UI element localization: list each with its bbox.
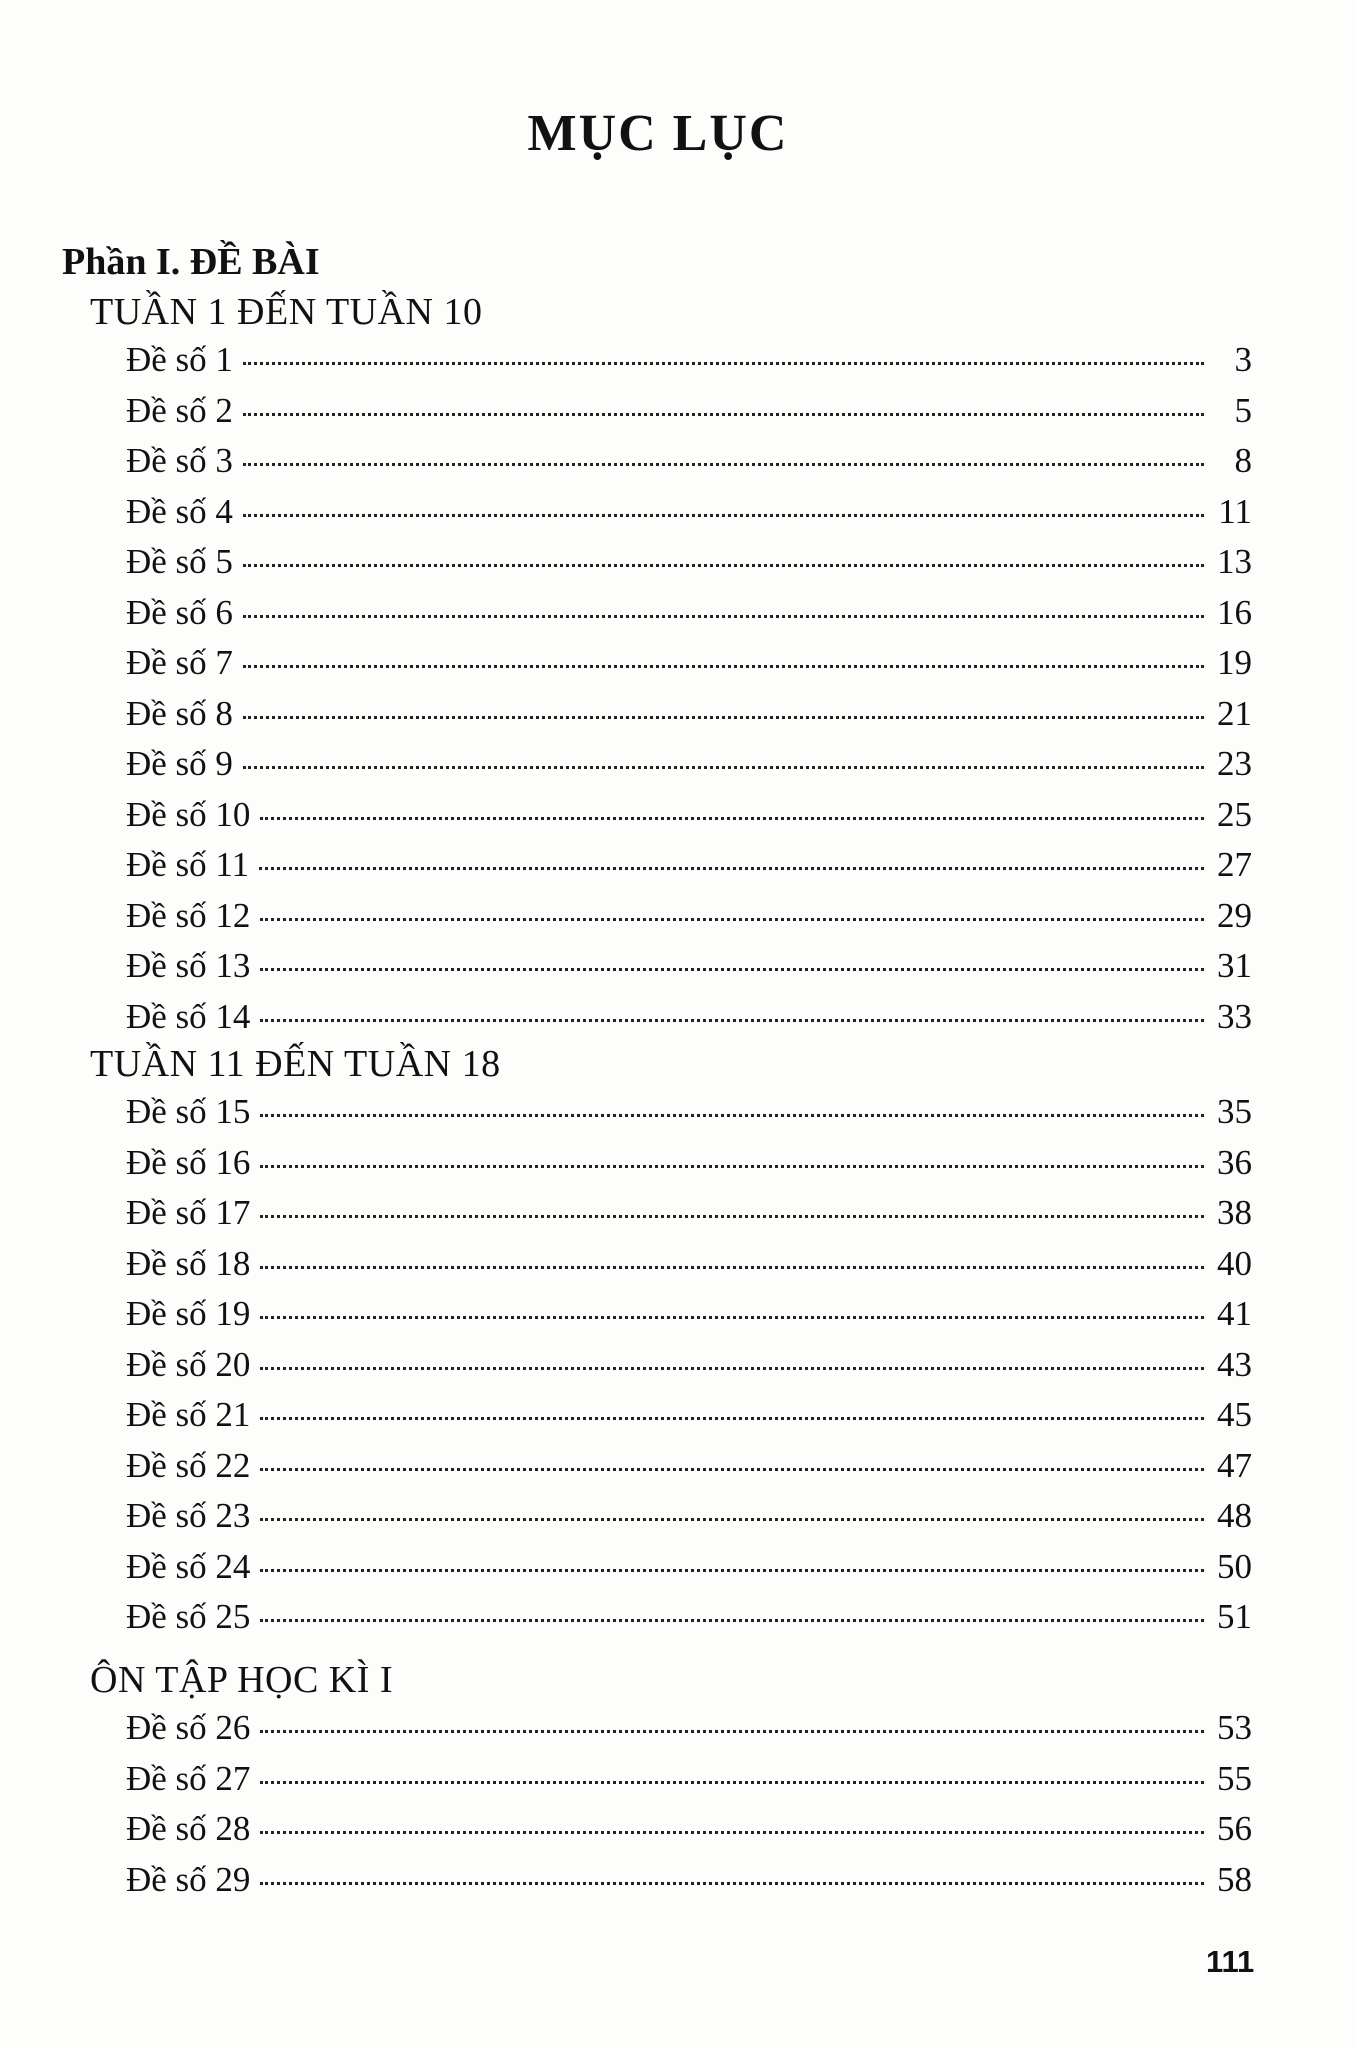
toc-entry[interactable] <box>126 1193 1252 1241</box>
section-heading: TUẦN 11 ĐẾN TUẦN 18 <box>90 1043 501 1085</box>
toc-entry[interactable] <box>126 896 1252 944</box>
dot-leader <box>243 614 1204 618</box>
dot-leader <box>243 513 1204 517</box>
toc-entry-label: Đề số 15 <box>126 1092 251 1131</box>
toc-entry-page: 5 <box>1234 390 1252 430</box>
dot-leader <box>243 462 1204 466</box>
toc-entry-page: 35 <box>1217 1092 1252 1131</box>
toc-entry-label: Đề số 11 <box>126 845 250 884</box>
dot-leader <box>260 1416 1204 1420</box>
toc-entry-label: Đề số 6 <box>126 592 233 632</box>
toc-entry[interactable] <box>126 744 1252 792</box>
toc-entry[interactable] <box>126 1860 1252 1908</box>
toc-entry[interactable] <box>126 1496 1252 1544</box>
toc-entry[interactable] <box>126 1809 1252 1857</box>
toc-entry-page: 55 <box>1217 1758 1252 1798</box>
toc-entry-label: Đề số 23 <box>126 1496 251 1535</box>
toc-entry-page: 33 <box>1217 996 1252 1036</box>
toc-entry-page: 27 <box>1217 845 1252 884</box>
toc-entry-label: Đề số 18 <box>126 1243 251 1283</box>
toc-entry-page: 41 <box>1217 1294 1252 1333</box>
toc-entry[interactable] <box>126 1345 1252 1393</box>
dot-leader <box>260 1164 1204 1168</box>
section-heading: ÔN TẬP HỌC KÌ I <box>90 1659 394 1701</box>
toc-entry[interactable] <box>126 1547 1252 1595</box>
toc-entry-label: Đề số 5 <box>126 542 233 581</box>
toc-entry-page: 11 <box>1218 491 1252 531</box>
dot-leader <box>243 361 1204 365</box>
dot-leader <box>243 563 1204 567</box>
toc-entry-label: Đề số 1 <box>126 340 233 379</box>
toc-entry-page: 53 <box>1217 1708 1252 1747</box>
toc-entry[interactable] <box>126 340 1252 388</box>
dot-leader <box>260 967 1204 971</box>
toc-entry-label: Đề số 17 <box>126 1193 251 1232</box>
toc-entry-label: Đề số 28 <box>126 1809 251 1848</box>
toc-entry-page: 21 <box>1217 693 1252 733</box>
toc-entry-page: 43 <box>1217 1344 1252 1384</box>
dot-leader <box>260 1315 1204 1319</box>
dot-leader <box>260 1113 1204 1117</box>
toc-entry-page: 8 <box>1234 441 1252 480</box>
toc-entry-page: 3 <box>1234 340 1252 379</box>
toc-entry[interactable] <box>126 1597 1252 1645</box>
toc-entry[interactable] <box>126 997 1252 1045</box>
part-heading: Phần I. ĐỀ BÀI <box>62 241 320 283</box>
toc-entry-page: 19 <box>1217 643 1252 682</box>
toc-entry[interactable] <box>126 1244 1252 1292</box>
toc-entry-label: Đề số 27 <box>126 1758 251 1798</box>
dot-leader <box>260 1265 1204 1269</box>
toc-entry[interactable] <box>126 845 1252 893</box>
toc-entry-label: Đề số 26 <box>126 1708 251 1747</box>
toc-entry-label: Đề số 4 <box>126 491 233 531</box>
dot-leader <box>260 1366 1204 1370</box>
toc-entry-label: Đề số 2 <box>126 390 233 430</box>
toc-entry[interactable] <box>126 492 1252 540</box>
toc-entry-page: 45 <box>1217 1395 1252 1434</box>
toc-entry-page: 50 <box>1217 1546 1252 1586</box>
toc-entry-label: Đề số 20 <box>126 1344 251 1384</box>
toc-entry-page: 48 <box>1217 1496 1252 1535</box>
dot-leader <box>260 816 1204 820</box>
toc-entry-label: Đề số 7 <box>126 643 233 682</box>
toc-entry[interactable] <box>126 593 1252 641</box>
dot-leader <box>260 1214 1204 1218</box>
toc-entry-page: 23 <box>1217 744 1252 783</box>
toc-entry-page: 38 <box>1217 1193 1252 1232</box>
toc-entry-page: 51 <box>1217 1597 1252 1636</box>
toc-entry-label: Đề số 29 <box>126 1859 251 1899</box>
toc-entry[interactable] <box>126 441 1252 489</box>
toc-entry-page: 29 <box>1217 895 1252 935</box>
toc-entry[interactable] <box>126 1708 1252 1756</box>
toc-entry-label: Đề số 13 <box>126 946 251 985</box>
toc-entry-label: Đề số 16 <box>126 1142 251 1182</box>
toc-entry-label: Đề số 25 <box>126 1597 251 1636</box>
toc-entry-label: Đề số 8 <box>126 693 233 733</box>
toc-entry[interactable] <box>126 1759 1252 1807</box>
dot-leader <box>260 1881 1204 1885</box>
toc-entry[interactable] <box>126 1395 1252 1443</box>
page-number: 111 <box>1206 1944 1255 1979</box>
toc-entry[interactable] <box>126 1143 1252 1191</box>
toc-entry[interactable] <box>126 1294 1252 1342</box>
toc-entry-label: Đề số 19 <box>126 1294 251 1333</box>
dot-leader <box>243 715 1204 719</box>
toc-entry[interactable] <box>126 946 1252 994</box>
toc-entry-page: 25 <box>1217 794 1252 834</box>
toc-entry-label: Đề số 12 <box>126 895 251 935</box>
dot-leader <box>259 866 1204 870</box>
toc-entry-label: Đề số 10 <box>126 794 251 834</box>
dot-leader <box>260 1618 1204 1622</box>
toc-entry-page: 31 <box>1217 946 1252 985</box>
dot-leader <box>260 1467 1204 1471</box>
toc-entry[interactable] <box>126 542 1252 590</box>
section-heading: TUẦN 1 ĐẾN TUẦN 10 <box>90 291 483 333</box>
toc-entry[interactable] <box>126 1446 1252 1494</box>
dot-leader <box>260 917 1204 921</box>
dot-leader <box>260 1568 1204 1572</box>
toc-entry-label: Đề số 24 <box>126 1546 251 1586</box>
toc-entry-page: 56 <box>1217 1809 1252 1848</box>
toc-entry-label: Đề số 3 <box>126 441 233 480</box>
toc-entry-page: 40 <box>1217 1243 1252 1283</box>
toc-entry-page: 36 <box>1217 1142 1252 1182</box>
dot-leader <box>260 1018 1204 1022</box>
toc-entry[interactable] <box>126 643 1252 691</box>
dot-leader <box>260 1830 1204 1834</box>
toc-entry-label: Đề số 9 <box>126 744 233 783</box>
toc-entry-label: Đề số 22 <box>126 1445 251 1485</box>
toc-entry-page: 47 <box>1217 1445 1252 1485</box>
dot-leader <box>260 1780 1204 1784</box>
toc-entry-page: 13 <box>1217 542 1252 581</box>
toc-entry-label: Đề số 14 <box>126 996 251 1036</box>
toc-entry[interactable] <box>126 795 1252 843</box>
toc-entry[interactable] <box>126 1092 1252 1140</box>
dot-leader <box>243 664 1204 668</box>
dot-leader <box>243 412 1204 416</box>
toc-entry-label: Đề số 21 <box>126 1395 251 1434</box>
page-title: MỤC LỤC <box>527 105 789 162</box>
toc-entry[interactable] <box>126 694 1252 742</box>
dot-leader <box>260 1517 1204 1521</box>
dot-leader <box>243 765 1204 769</box>
toc-entry-page: 58 <box>1217 1859 1252 1899</box>
dot-leader <box>260 1729 1204 1733</box>
toc-entry-page: 16 <box>1217 592 1252 632</box>
toc-entry[interactable] <box>126 391 1252 439</box>
